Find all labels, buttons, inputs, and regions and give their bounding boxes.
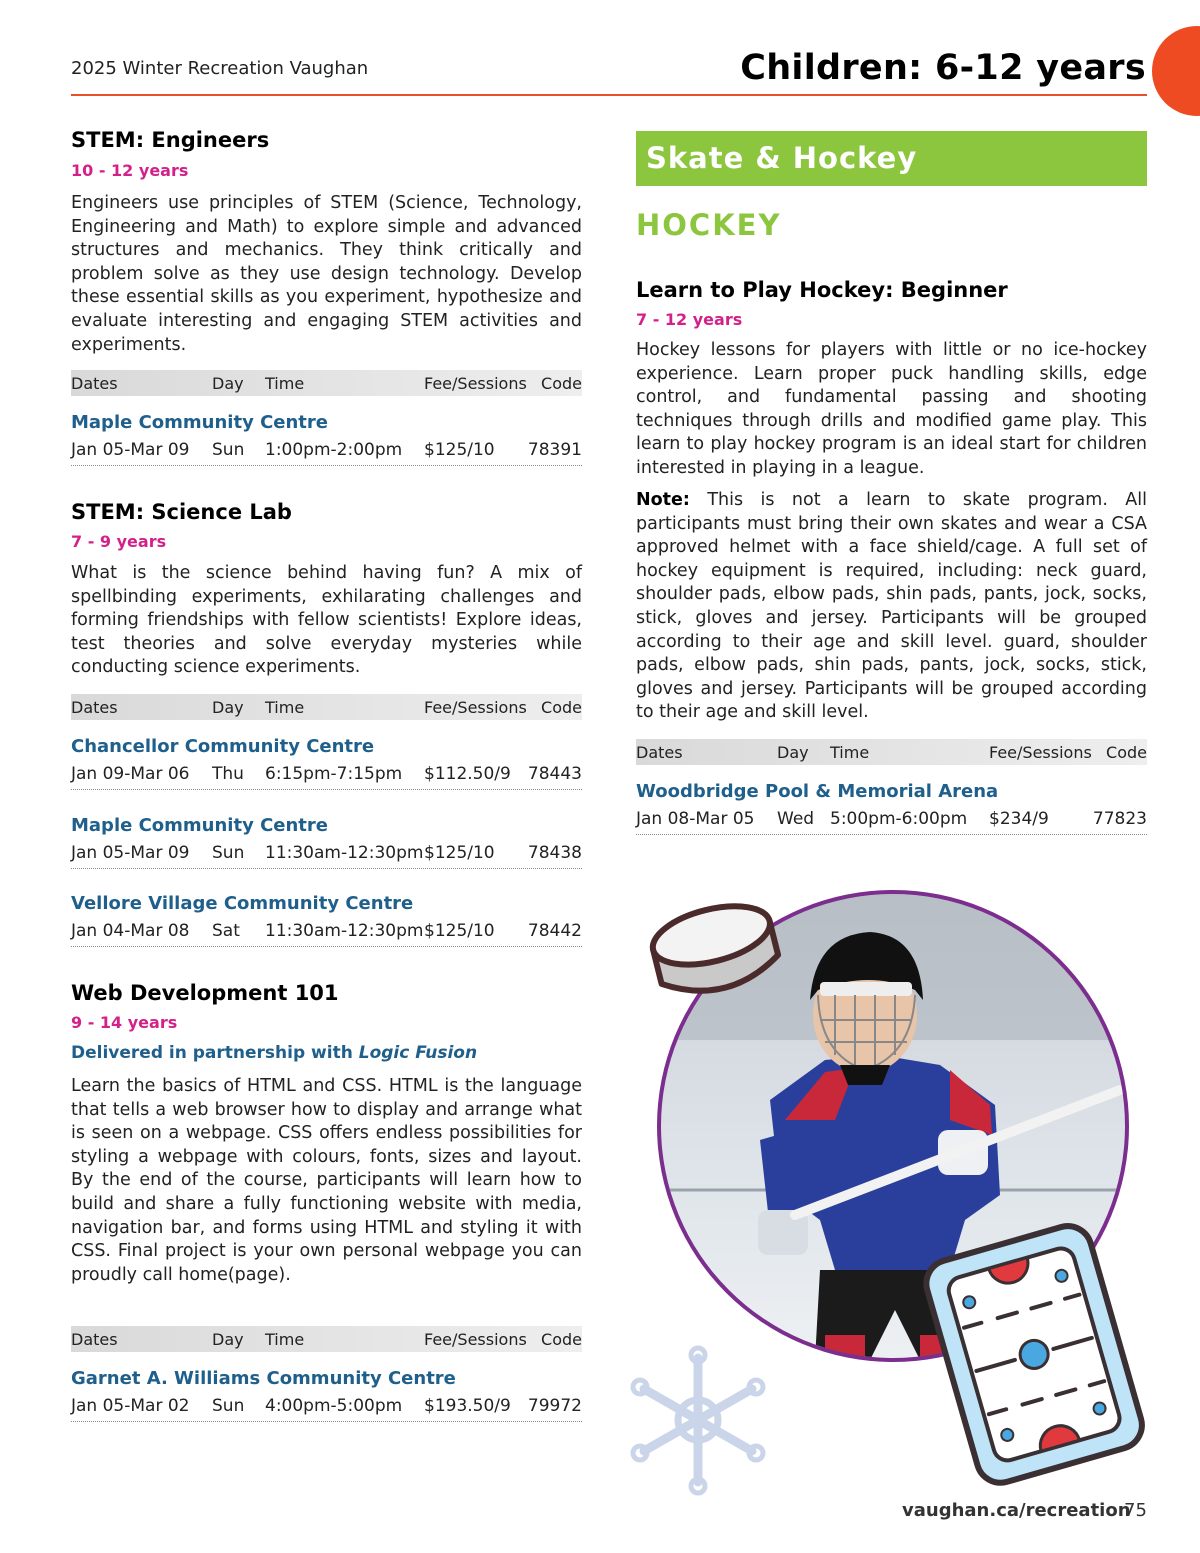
col-day: Day: [212, 1330, 244, 1349]
col-fee: Fee/Sessions: [424, 698, 527, 717]
col-time: Time: [830, 743, 870, 762]
col-code: Code: [541, 1330, 582, 1349]
program-title-science-lab: STEM: Science Lab: [71, 500, 292, 524]
category-banner-label: Skate & Hockey: [646, 141, 918, 175]
session-day: Sun: [212, 1396, 245, 1416]
session-code: 78443: [527, 764, 582, 784]
col-day: Day: [212, 374, 244, 393]
session-day: Sat: [212, 921, 240, 941]
session-code: 78442: [527, 921, 582, 941]
location-name: Maple Community Centre: [71, 815, 329, 836]
session-fee: $125/10: [424, 921, 495, 941]
section-tab-marker: [1152, 26, 1200, 116]
col-fee: Fee/Sessions: [989, 743, 1092, 762]
note-hockey: [636, 489, 1147, 725]
session-fee: $112.50/9: [424, 764, 511, 784]
schedule-header: [636, 739, 1147, 765]
footer-url[interactable]: vaughan.ca/recreation: [902, 1500, 1131, 1521]
session-time: 11:30am-12:30pm: [265, 843, 424, 863]
col-code: Code: [1106, 743, 1147, 762]
session-fee: $193.50/9: [424, 1396, 511, 1416]
session-fee: $234/9: [989, 809, 1049, 829]
col-time: Time: [265, 374, 305, 393]
description-web-development: Learn the basics of HTML and CSS. HTML is the language that tells a web browser how to display and arrange what is seen on a webpage. CSS offers endless possibilities for styling a webpage with colours, fonts, sizes and layout. By the end of the course, participants will learn how to build and share a fully functioning website with media, navigation bar, and forms using HTML and styling it with CSS. Final project is your own personal webpage you can proudly call home(page).: [71, 1076, 582, 1285]
note-label: Note:: [636, 490, 690, 510]
session-time: 1:00pm-2:00pm: [265, 440, 403, 460]
table-row: [71, 436, 582, 466]
session-dates: Jan 05-Mar 09: [71, 843, 190, 863]
session-code: 78391: [527, 440, 582, 460]
session-time: 6:15pm-7:15pm: [265, 764, 403, 784]
location-name: Garnet A. Williams Community Centre: [71, 1368, 456, 1389]
col-dates: Dates: [71, 374, 118, 393]
description-engineers: Engineers use principles of STEM (Science, Technology, Engineering and Math) to explore simple and advanced structures and mechanics. They think critically and problem solve as they use design technology. Develop these essential skills as you experiment, hypothesize and evaluate interesting and engaging STEM activities and experiments.: [71, 193, 582, 355]
location-name: Chancellor Community Centre: [71, 736, 375, 757]
table-row: [71, 839, 582, 869]
session-day: Wed: [777, 809, 815, 829]
col-code: Code: [541, 374, 582, 393]
location-name: Vellore Village Community Centre: [71, 893, 414, 914]
category-banner: [636, 131, 1147, 186]
partner-credit: [71, 1043, 477, 1063]
snowflake-icon: [633, 1348, 763, 1493]
age-range-web-development: 9 - 14 years: [71, 1013, 178, 1032]
program-title-engineers: STEM: Engineers: [71, 128, 270, 152]
hockey-illustration: [620, 890, 1160, 1510]
session-fee: $125/10: [424, 843, 495, 863]
session-dates: Jan 08-Mar 05: [636, 809, 755, 829]
col-day: Day: [212, 698, 244, 717]
session-time: 4:00pm-5:00pm: [265, 1396, 403, 1416]
session-fee: $125/10: [424, 440, 495, 460]
table-row: [636, 805, 1147, 835]
location-name: Maple Community Centre: [71, 412, 329, 433]
session-dates: Jan 04-Mar 08: [71, 921, 190, 941]
program-title-hockey: Learn to Play Hockey: Beginner: [636, 278, 1008, 302]
session-day: Sun: [212, 843, 245, 863]
schedule-header: [71, 370, 582, 396]
table-row: [71, 1392, 582, 1422]
header-divider: [71, 94, 1147, 96]
location-name: Woodbridge Pool & Memorial Arena: [636, 781, 999, 802]
session-code: 77823: [1092, 809, 1147, 829]
partner-name: Logic Fusion: [358, 1043, 478, 1063]
col-fee: Fee/Sessions: [424, 374, 527, 393]
table-row: [71, 917, 582, 947]
col-day: Day: [777, 743, 809, 762]
col-time: Time: [265, 698, 305, 717]
col-fee: Fee/Sessions: [424, 1330, 527, 1349]
col-dates: Dates: [636, 743, 683, 762]
session-code: 78438: [527, 843, 582, 863]
description-science-lab: What is the science behind having fun? A mix of spellbinding experiments, exhilarating challenges and forming friendships with fellow scientists! Explore ideas, test theories and solve everyday mysteries while conducting science experiments.: [71, 563, 582, 678]
subcategory-heading: HOCKEY: [636, 208, 782, 242]
description-hockey: Hockey lessons for players with little or no ice-hockey experience. Learn proper puck handling skills, edge control, and fundamental passing and shooting techniques through drills and modified game play. This learn to play hockey program is an ideal start for children interested in playing in a league.: [636, 340, 1147, 478]
age-range-engineers: 10 - 12 years: [71, 161, 189, 180]
session-time: 11:30am-12:30pm: [265, 921, 424, 941]
page-number: 75: [1124, 1500, 1147, 1521]
program-title-web-development: Web Development 101: [71, 981, 339, 1005]
col-code: Code: [541, 698, 582, 717]
schedule-header: [71, 694, 582, 720]
session-dates: Jan 05-Mar 09: [71, 440, 190, 460]
session-dates: Jan 05-Mar 02: [71, 1396, 190, 1416]
hockey-rink-icon: [921, 1220, 1148, 1488]
session-time: 5:00pm-6:00pm: [830, 809, 968, 829]
age-range-science-lab: 7 - 9 years: [71, 532, 167, 551]
session-dates: Jan 09-Mar 06: [71, 764, 190, 784]
col-dates: Dates: [71, 698, 118, 717]
brochure-title: 2025 Winter Recreation Vaughan: [71, 58, 369, 79]
section-title: Children: 6-12 years: [740, 48, 1146, 88]
table-row: [71, 760, 582, 790]
note-text: This is not a learn to skate program. All participants must bring their own skates and wear a CSA approved helmet with a face shield/cage. A full set of hockey equipment is required, including: neck guard, shoulder pads, elbow pads, shin pads, pants, jock, socks, stick, gloves and jersey. Participants will be grouped according to their age and skill level. guard, shoulder pads, elbow pads, shin pads, pants, jock, socks, stick, gloves and jersey. Participants will be grouped according to their age and skill level.: [636, 490, 1147, 723]
age-range-hockey: 7 - 12 years: [636, 310, 743, 329]
col-time: Time: [265, 1330, 305, 1349]
col-dates: Dates: [71, 1330, 118, 1349]
session-code: 79972: [527, 1396, 582, 1416]
schedule-header: [71, 1326, 582, 1352]
partner-prefix: Delivered in partnership with: [71, 1043, 353, 1063]
session-day: Thu: [212, 764, 244, 784]
session-day: Sun: [212, 440, 245, 460]
